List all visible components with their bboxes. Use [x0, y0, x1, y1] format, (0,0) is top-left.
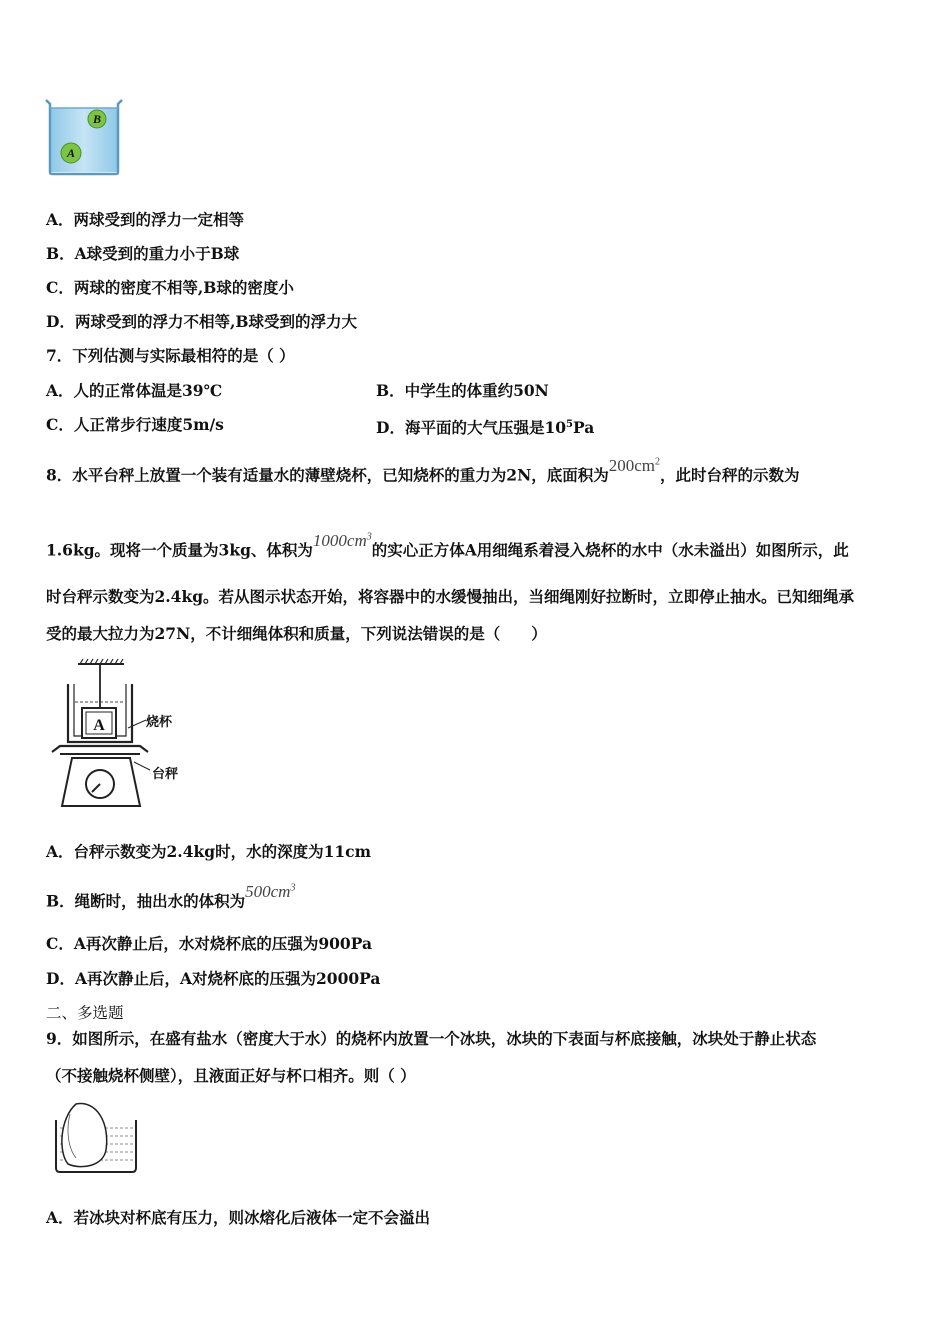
- beaker-balls-figure: [44, 96, 126, 178]
- q7-option-c: C．人正常步行速度5m/s: [46, 415, 224, 434]
- scale-label: 台秤: [152, 767, 179, 782]
- q8-line-1: 8．水平台秤上放置一个装有适量水的薄壁烧杯，已知烧杯的重力为2N，底面积为$200cm^2$，此时台秤的示数为: [46, 455, 800, 485]
- q8-option-c: C．A再次静止后，水对烧杯底的压强为900Pa: [46, 934, 373, 953]
- ball-a-label: A: [66, 146, 76, 160]
- q7-stem: 7．下列估测与实际最相符的是（ ）: [46, 346, 295, 365]
- ball-b-label: B: [92, 112, 102, 126]
- section-title: 二、多选题: [46, 1004, 124, 1022]
- q8-line-2: 1.6kg。现将一个质量为3kg、体积为$1000cm^3$的实心正方体A用细绳系着浸入烧杯的水中（水未溢出）如图所示，此: [46, 530, 849, 560]
- q6-option-a: A．两球受到的浮力一定相等: [46, 210, 245, 229]
- q8-line-3: 时台秤示数变为2.4kg。若从图示状态开始，将容器中的水缓慢抽出，当细绳刚好拉断时，立即停止抽水。已知细绳承: [46, 587, 855, 606]
- q7-option-a: A．人的正常体温是39℃: [46, 381, 223, 400]
- q7-option-d: D．海平面的大气压强是$10^5Pa$: [376, 418, 595, 438]
- q8-line-4: 受的最大拉力为27N，不计细绳体积和质量，下列说法错误的是（ ）: [46, 624, 547, 643]
- formula-1000cm3: $1000cm^3$: [312, 530, 372, 550]
- q6-option-d: D．两球受到的浮力不相等,B球受到的浮力大: [46, 312, 357, 331]
- beaker-label: 烧杯: [146, 715, 173, 730]
- q8-option-b: B．绳断时，抽出水的体积为$500cm^3$: [46, 881, 296, 911]
- q9-option-a: A．若冰块对杯底有压力，则冰熔化后液体一定不会溢出: [46, 1208, 431, 1227]
- block-a-label: A: [93, 717, 105, 734]
- formula-500cm3: $500cm^3$: [245, 881, 296, 901]
- q6-option-c: C．两球的密度不相等,B球的密度小: [46, 278, 294, 297]
- ice-beaker-figure: [52, 1100, 142, 1176]
- q8-option-a: A．台秤示数变为2.4kg时，水的深度为11cm: [46, 842, 371, 861]
- q6-option-b: B．A球受到的重力小于B球: [46, 244, 240, 263]
- scale-beaker-figure: [48, 658, 198, 810]
- formula-200cm2: $200cm^2$: [608, 455, 661, 475]
- q7-option-b: B．中学生的体重约50N: [376, 381, 549, 400]
- q8-option-d: D．A再次静止后，A对烧杯底的压强为2000Pa: [46, 969, 381, 988]
- q9-line-1: 9．如图所示，在盛有盐水（密度大于水）的烧杯内放置一个冰块，冰块的下表面与杯底接触，冰块处于静止状态: [46, 1029, 817, 1048]
- q9-line-2: （不接触烧杯侧壁），且液面正好与杯口相齐。则（ ）: [46, 1066, 416, 1085]
